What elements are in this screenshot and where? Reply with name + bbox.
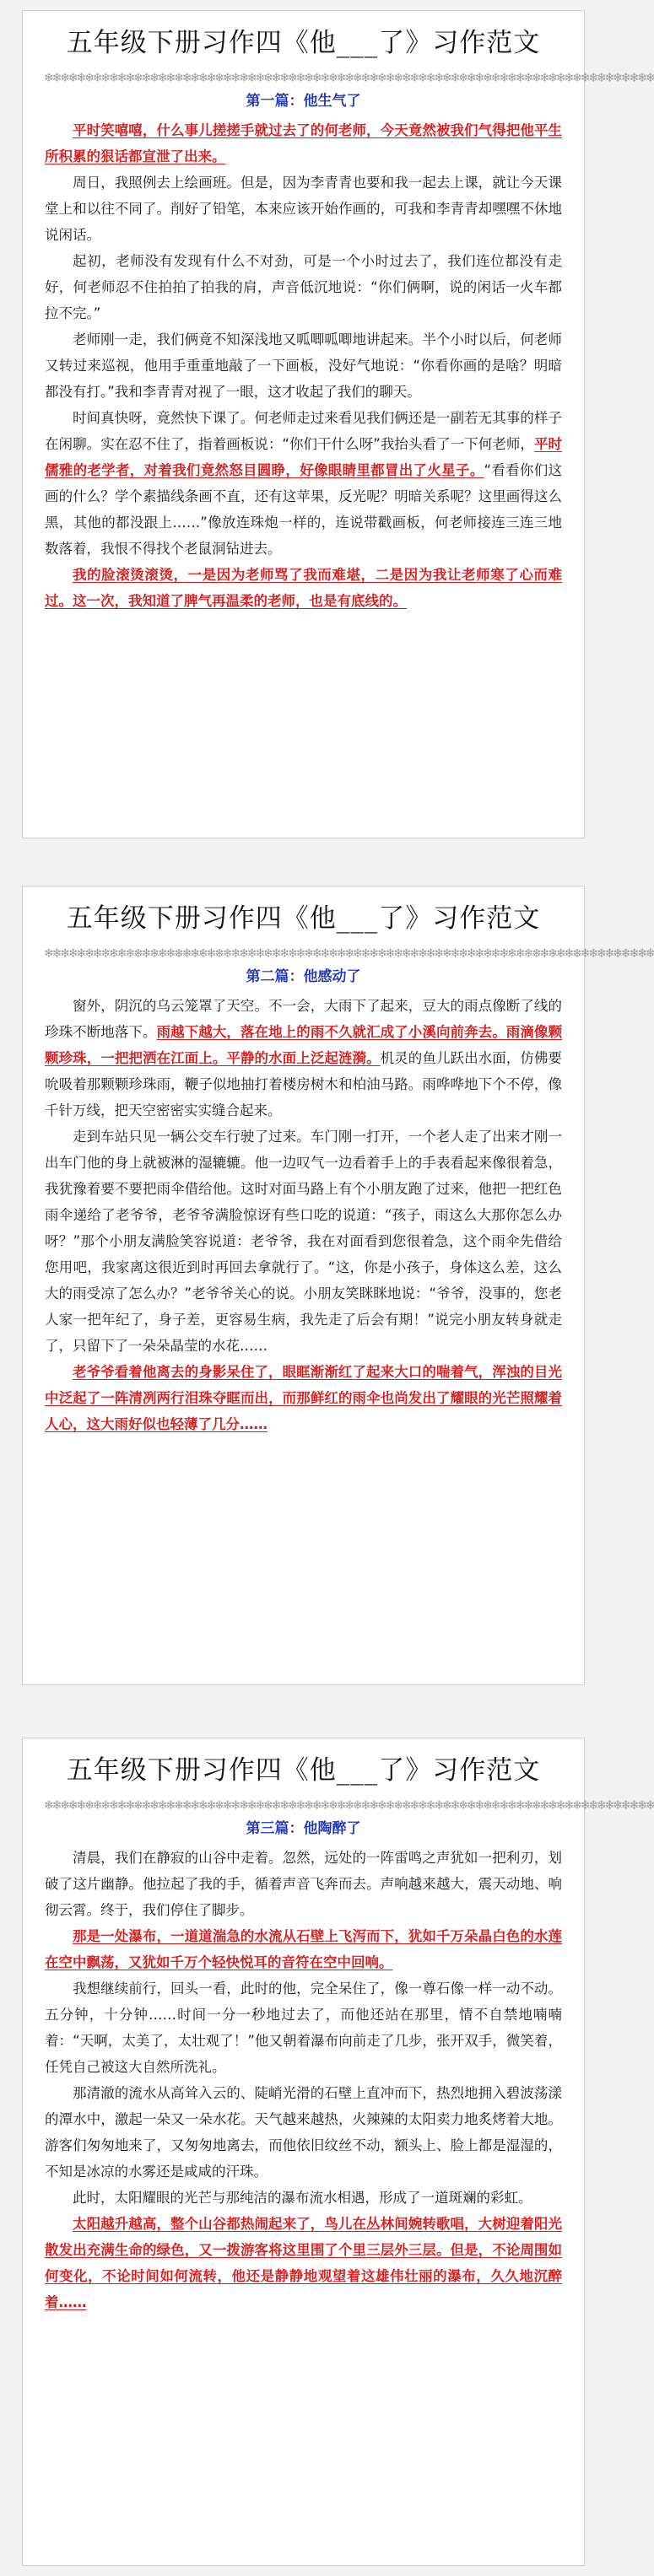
highlighted-sentence: 太阳越升越高，整个山谷都热闹起来了，鸟儿在丛林间婉转歌唱，大树迎着阳光散发出充满生命的绿色，又一拨游客将这里围了个里三层外三层。但是，不论周围如何变化，不论时间如何流转，他还是静静地观望着这雄伟壮丽的瀑布，久久地沉醉着…… [45,2216,562,2310]
highlighted-sentence: 那是一处瀑布，一道道湍急的水流从石壁上飞泻而下，犹如千万朵晶白色的水莲在空中飘荡，又犹如千万个轻快悦耳的音符在空中回响。 [45,1928,562,1970]
essay-body [45,117,562,614]
essay-paragraph [45,326,562,405]
essay-paragraph [45,170,562,248]
essay-title: 五年级下册习作四《他___了》习作范文 [66,28,541,58]
essay-paragraph [45,1975,562,2080]
paragraph-text: 周日，我照例去上绘画班。但是，因为李青青也要和我一起去上课，就让今天课堂上和以往不同了。削好了铅笔，本来应该开始作画的，可我和李青青却嘿嘿不休地说闲话。 [45,175,562,243]
essay-paragraph [45,1845,562,1923]
essay-paragraph [45,2080,562,2185]
essay-paragraph [45,405,562,562]
essay-paragraph [45,1923,562,1975]
essay-paragraph [45,562,562,614]
highlighted-sentence: 老爷爷看着他离去的身影呆住了，眼眶渐渐红了起来大口的喘着气，浑浊的目光中泛起了一阵清冽两行泪珠夺眶而出，而那鲜红的雨伞也尚发出了耀眼的光芒照耀着人心，这大雨好似也轻薄了几分…… [45,1364,562,1432]
paragraph-text: 那清澈的流水从高耸入云的、陡峭光滑的石壁上直冲而下，热烈地拥入碧波荡漾的潭水中，激起一朵又一朵水花。天气越来越热，火辣辣的太阳卖力地炙烤着大地。游客们匆匆地来了，又匆匆地离去，而他依旧纹丝不动，额头上、脸上都是湿湿的，不知是冰凉的水雾还是咸咸的汗珠。 [45,2085,562,2180]
essay-title: 五年级下册习作四《他___了》习作范文 [66,1755,541,1786]
paragraph-text: 机灵的鱼儿跃出水面，仿佛要吮吸着那颗颗珍珠雨，鞭子似地抽打着楼房树木和柏油马路。雨哗哗地下个不停，像千针万线，把天空密密实实缝合起来。 [45,1050,563,1118]
essay-paragraph [45,117,562,170]
essay-subtitle: 第二篇：他感动了 [246,968,361,985]
paragraph-text: 老师刚一走，我们俩竟不知深浅地又呱唧呱唧地讲起来。半个小时以后，何老师又转过来巡视，他用手重重地敲了一下画板，没好气地说：“你看你画的是啥？明暗都没有打。”我和李青青对视了一眼，这才收起了我们的聊天。 [45,331,562,400]
highlighted-sentence: 平时笑嘻嘻，什么事儿搓搓手就过去了的何老师，今天竟然被我们气得把他平生所积累的狠话都宣泄了出来。 [45,122,562,164]
paragraph-text: 此时，太阳耀眼的光芒与那纯洁的瀑布流水相遇，形成了一道斑斓的彩虹。 [73,2190,532,2206]
paragraph-text: 清晨，我们在静寂的山谷中走着。忽然，远处的一阵雷鸣之声犹如一把利刃，划破了这片幽静。他拉起了我的手，循着声音飞奔而去。声响越来越大，震天动地、响彻云霄。终于，我们停住了脚步。 [45,1850,562,1918]
highlighted-sentence: 平时儒雅的老学者，对着我们竟然怒目圆睁，好像眼睛里都冒出了火星子。 [45,436,562,478]
paragraph-text: 我想继续前行，回头一看，此时的他，完全呆住了，像一尊石像一样一动不动。五分钟，十分钟……时间一分一秒地过去了，而他还站在那里，情不自禁地喃喃着：“天啊，太美了，太壮观了！”他又朝着瀑布向前走了几步，张开双手，微笑着，任凭自己被这大自然所洗礼。 [45,1981,562,2075]
highlighted-sentence: 雨越下越大，落在地上的雨不久就汇成了小溪向前奔去。雨滴像颗颗珍珠，一把把洒在江面上。平静的水面上泛起涟漪。 [45,1024,563,1066]
snowflake-divider: ❄❄❄❄❄❄❄❄❄❄❄❄❄❄❄❄❄❄❄❄❄❄❄❄❄❄❄❄❄❄❄❄❄❄❄❄❄❄❄❄❄❄❄❄❄❄❄❄❄❄❄❄❄❄❄❄❄❄❄❄❄❄❄❄❄❄❄❄❄❄❄❄❄❄❄ [45,1797,654,1813]
essay-paragraph [45,2211,562,2315]
essay-card-2 [22,886,654,1685]
essay-paragraph [45,1124,562,1359]
essay-body [45,993,562,1437]
essay-paragraph [45,1359,562,1437]
snowflake-divider: ❄❄❄❄❄❄❄❄❄❄❄❄❄❄❄❄❄❄❄❄❄❄❄❄❄❄❄❄❄❄❄❄❄❄❄❄❄❄❄❄❄❄❄❄❄❄❄❄❄❄❄❄❄❄❄❄❄❄❄❄❄❄❄❄❄❄❄❄❄❄❄❄❄❄❄ [45,945,654,961]
essay-subtitle: 第三篇：他陶醉了 [246,1820,361,1837]
paragraph-text: 起初，老师没有发现有什么不对劲，可是一个小时过去了，我们连位都没有走好，何老师忍不住拍拍了拍我的肩，声音低沉地说：“你们俩啊，说的闲话一火车都拉不完。” [45,253,562,321]
essay-card-1 [22,10,654,838]
paragraph-text: 走到车站只见一辆公交车行驶了过来。车门刚一打开，一个老人走了出来才刚一出车门他的身上就被淋的湿辘辘。他一边叹气一边看着手上的手表看起来像很着急，我犹豫着要不要把雨伞借给他。这时对面马路上有个小朋友跑了过来，他把一把红色雨伞递给了老爷爷，老爷爷满脸惊讶有些口吃的说道：“孩子，雨这么大那你怎么办呀？”那个小朋友满脸笑容说道：老爷爷，我在对面看到您很着急，这个雨伞先借给您用吧，我家离这很近到时再回去拿就行了。“这，你是小孩子，身体这么差，这么大的雨受凉了怎么办？”老爷爷关心的说。小朋友笑眯眯地说：“爷爷，没事的，您老人家一把年纪了，身子差，更容易生病，我先走了后会有期！”说完小朋友转身就走了，只留下了一朵朵晶莹的水花…… [45,1129,562,1354]
paragraph-text: 窗外，阴沉的乌云笼罩了天空。不一会，大雨下了起来，豆大的雨点像断了线的珍珠不断地落下。 [45,998,562,1040]
snowflake-divider: ❄❄❄❄❄❄❄❄❄❄❄❄❄❄❄❄❄❄❄❄❄❄❄❄❄❄❄❄❄❄❄❄❄❄❄❄❄❄❄❄❄❄❄❄❄❄❄❄❄❄❄❄❄❄❄❄❄❄❄❄❄❄❄❄❄❄❄❄❄❄❄❄❄❄❄ [45,69,654,85]
paragraph-text: “看看你们这画的什么？学个素描线条画不直，还有这苹果，反光呢？明暗关系呢？这里画得这么黑，其他的都没跟上……”像放连珠炮一样的，连说带戳画板，何老师接连三连三地数落着，我恨不得找个老鼠洞钻进去。 [45,462,562,557]
essay-paragraph [45,993,562,1124]
essay-card-3 [22,1738,654,2566]
highlighted-sentence: 我的脸滚烫滚烫，一是因为老师骂了我而难堪，二是因为我让老师寒了心而难过。这一次，我知道了脾气再温柔的老师，也是有底线的。 [45,567,562,609]
paragraph-text: 时间真快呀，竟然快下课了。何老师走过来看见我们俩还是一副若无其事的样子在闲聊。实在忍不住了，指着画板说：“你们干什么呀”我抬头看了一下何老师， [45,410,562,452]
essay-body [45,1845,562,2315]
essay-subtitle: 第一篇：他生气了 [246,93,361,110]
essay-paragraph [45,248,562,326]
essay-paragraph [45,2185,562,2211]
essay-title: 五年级下册习作四《他___了》习作范文 [66,903,541,934]
